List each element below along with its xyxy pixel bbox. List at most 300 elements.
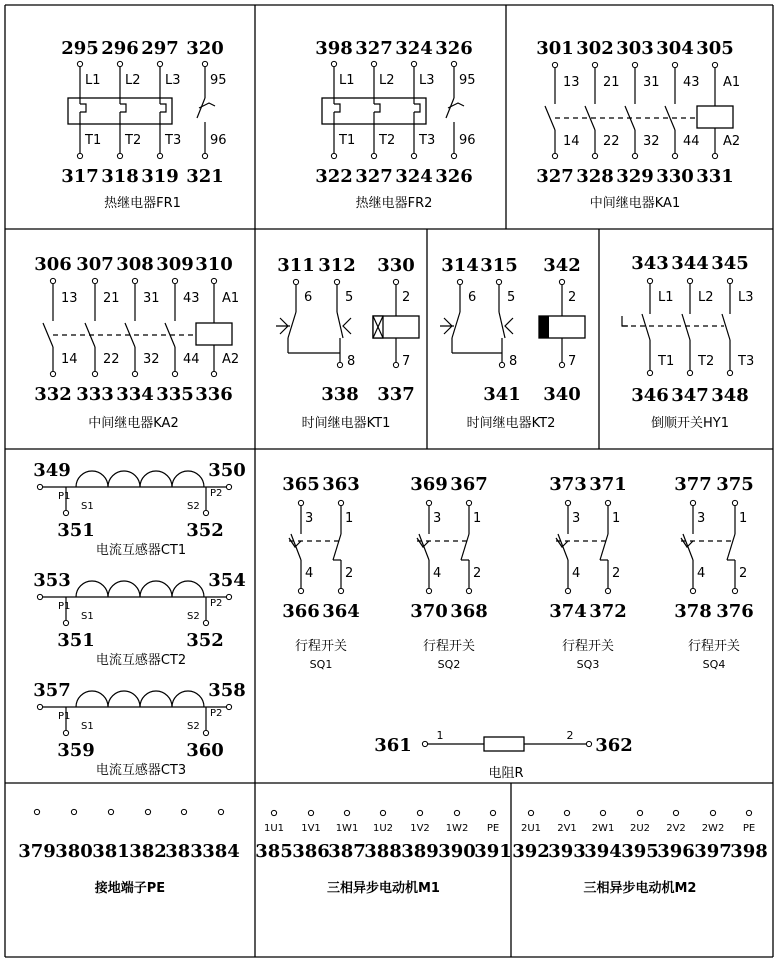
- caption-sq-id: SQ4: [702, 658, 726, 671]
- terminal-label: 1: [473, 511, 482, 526]
- terminal-screw: [687, 278, 692, 283]
- terminal-screw: [334, 279, 339, 284]
- terminal-number: 306: [34, 254, 72, 275]
- contact: [558, 534, 568, 560]
- terminal-screw: [338, 500, 343, 505]
- terminal-screw: [132, 371, 137, 376]
- terminal-label: 1U1: [263, 823, 285, 834]
- terminal-label: 2: [566, 729, 574, 742]
- terminal-screw: [92, 278, 97, 283]
- terminal-number: 303: [616, 38, 654, 59]
- terminal-number: 348: [711, 385, 749, 406]
- terminal-number: 392: [512, 841, 550, 862]
- terminal-number: 362: [595, 735, 633, 756]
- terminal-label: P2: [210, 598, 223, 609]
- terminal-screw: [732, 500, 737, 505]
- terminal-number: 333: [76, 384, 114, 405]
- terminal-label: 95: [459, 73, 476, 88]
- terminal-label: 3: [697, 511, 706, 526]
- wire: [197, 98, 205, 118]
- terminal-screw: [586, 741, 591, 746]
- terminal-label: L3: [165, 73, 181, 88]
- terminal-label: 96: [210, 133, 227, 148]
- caption-kt1: 时间继电器KT1: [301, 416, 391, 431]
- terminal-number: 350: [208, 460, 246, 481]
- terminal-number: 343: [631, 253, 669, 274]
- terminal-number: 321: [186, 166, 224, 187]
- terminal-number: 347: [671, 385, 709, 406]
- caption-ka2: 中间继电器KA2: [88, 416, 179, 431]
- terminal-screw: [422, 741, 427, 746]
- terminal-label: T3: [165, 133, 182, 148]
- terminal-screw: [710, 810, 715, 815]
- terminal-screw: [499, 362, 504, 367]
- terminal-number: 391: [474, 841, 512, 862]
- caption-resistor: 电阻R: [488, 766, 524, 781]
- terminal-label: L2: [698, 290, 714, 305]
- coil: [697, 106, 733, 128]
- terminal-number: 336: [195, 384, 233, 405]
- terminal-label: 21: [603, 75, 620, 90]
- wire: [446, 98, 454, 118]
- terminal-screw: [226, 704, 231, 709]
- terminal-screw: [672, 62, 677, 67]
- terminal-label: S1: [81, 721, 94, 732]
- terminal-screw: [181, 809, 186, 814]
- caption-ground: 接地端子PE: [94, 881, 166, 896]
- terminal-number: 376: [716, 601, 754, 622]
- contact: [337, 312, 343, 338]
- contact: [545, 106, 555, 130]
- terminal-number: 363: [322, 474, 360, 495]
- terminal-screw: [338, 588, 343, 593]
- terminal-label: P1: [58, 711, 71, 722]
- terminal-number: 345: [711, 253, 749, 274]
- terminal-screw: [647, 370, 652, 375]
- terminal-label: 1V2: [410, 823, 430, 834]
- terminal-number: 368: [450, 601, 488, 622]
- terminal-label: T2: [379, 133, 396, 148]
- terminal-label: 1U2: [372, 823, 394, 834]
- terminal-number: 380: [55, 841, 93, 862]
- caption-kt2: 时间继电器KT2: [466, 416, 556, 431]
- terminal-screw: [564, 810, 569, 815]
- terminal-number: 311: [277, 255, 315, 276]
- terminal-label: 2W1: [591, 823, 615, 834]
- terminal-number: 326: [435, 38, 473, 59]
- terminal-label: 44: [683, 134, 700, 149]
- contact: [683, 534, 693, 560]
- terminal-label: 4: [305, 566, 314, 581]
- terminal-screw: [466, 500, 471, 505]
- terminal-label: 1: [612, 511, 621, 526]
- terminal-label: T1: [339, 133, 356, 148]
- delay-mark: [276, 318, 290, 334]
- terminal-label: 6: [468, 290, 477, 305]
- terminal-label: 43: [683, 75, 700, 90]
- caption-m2: 三相异步电动机M2: [583, 881, 697, 896]
- terminal-screw: [331, 153, 336, 158]
- terminal-label: P1: [58, 491, 71, 502]
- terminal-screw: [490, 810, 495, 815]
- terminal-label: 4: [697, 566, 706, 581]
- caption-sq-id: SQ2: [437, 658, 461, 671]
- terminal-screw: [552, 62, 557, 67]
- delay-mark: [505, 318, 513, 334]
- terminal-number: 309: [156, 254, 194, 275]
- terminal-label: 4: [433, 566, 442, 581]
- terminal-screw: [108, 809, 113, 814]
- terminal-number: 342: [543, 255, 581, 276]
- terminal-label: A2: [723, 134, 741, 149]
- terminal-label: 2W2: [701, 823, 725, 834]
- terminal-label: 96: [459, 133, 476, 148]
- terminal-number: 379: [18, 841, 56, 862]
- terminal-screw: [37, 484, 42, 489]
- coil: [196, 323, 232, 345]
- operator: [622, 316, 628, 326]
- terminal-screw: [426, 500, 431, 505]
- terminal-number: 334: [116, 384, 154, 405]
- terminal-label: 2: [473, 566, 482, 581]
- terminal-screw: [308, 810, 313, 815]
- terminal-label: 1: [739, 511, 748, 526]
- terminal-number: 327: [536, 166, 574, 187]
- terminal-screw: [37, 594, 42, 599]
- terminal-number: 381: [92, 841, 130, 862]
- terminal-screw: [63, 510, 68, 515]
- contact: [642, 314, 650, 340]
- terminal-screw: [380, 810, 385, 815]
- terminal-screw: [426, 588, 431, 593]
- terminal-label: 3: [433, 511, 442, 526]
- terminal-screw: [592, 62, 597, 67]
- terminal-label: P2: [210, 708, 223, 719]
- terminal-number: 317: [61, 166, 99, 187]
- terminal-screw: [672, 153, 677, 158]
- terminal-number: 324: [395, 38, 433, 59]
- terminal-screw: [226, 484, 231, 489]
- terminal-label: 3: [305, 511, 314, 526]
- terminal-screw: [293, 279, 298, 284]
- terminal-screw: [559, 362, 564, 367]
- terminal-screw: [63, 730, 68, 735]
- terminal-screw: [411, 61, 416, 66]
- terminal-label: 1W1: [335, 823, 359, 834]
- terminal-label: 7: [402, 354, 411, 369]
- contact: [499, 312, 505, 338]
- caption-sq: 行程开关: [422, 639, 476, 654]
- terminal-screw: [451, 153, 456, 158]
- terminal-number: 305: [696, 38, 734, 59]
- terminal-number: 335: [156, 384, 194, 405]
- terminal-label: 6: [304, 290, 313, 305]
- caption-sq-id: SQ1: [309, 658, 333, 671]
- terminal-screw: [157, 61, 162, 66]
- terminal-screw: [371, 61, 376, 66]
- terminal-label: 2: [739, 566, 748, 581]
- terminal-number: 370: [410, 601, 448, 622]
- terminal-screw: [337, 362, 342, 367]
- terminal-number: 393: [548, 841, 586, 862]
- terminal-number: 378: [674, 601, 712, 622]
- terminal-number: 324: [395, 166, 433, 187]
- terminal-label: S2: [187, 721, 200, 732]
- terminal-number: 354: [208, 570, 246, 591]
- terminal-label: T3: [419, 133, 436, 148]
- terminal-number: 304: [656, 38, 694, 59]
- terminal-number: 372: [589, 601, 627, 622]
- terminal-screw: [393, 279, 398, 284]
- terminal-number: 352: [186, 630, 224, 651]
- terminal-screw: [34, 809, 39, 814]
- terminal-label: 32: [143, 352, 160, 367]
- terminal-screw: [712, 153, 717, 158]
- terminal-screw: [605, 500, 610, 505]
- terminal-number: 302: [576, 38, 614, 59]
- terminal-screw: [552, 153, 557, 158]
- terminal-label: 14: [563, 134, 580, 149]
- terminal-label: 4: [572, 566, 581, 581]
- terminal-label: 3: [572, 511, 581, 526]
- terminal-number: 367: [450, 474, 488, 495]
- terminal-screw: [451, 61, 456, 66]
- terminal-label: T2: [125, 133, 142, 148]
- terminal-screw: [746, 810, 751, 815]
- terminal-label: 13: [61, 291, 78, 306]
- terminal-number: 359: [57, 740, 95, 761]
- contact: [600, 534, 608, 560]
- terminal-number: 329: [616, 166, 654, 187]
- terminal-screw: [203, 730, 208, 735]
- terminal-number: 398: [315, 38, 353, 59]
- terminal-screw: [203, 510, 208, 515]
- terminal-label: T1: [85, 133, 102, 148]
- terminal-label: P1: [58, 601, 71, 612]
- terminal-number: 385: [255, 841, 293, 862]
- terminal-screw: [172, 371, 177, 376]
- terminal-screw: [417, 810, 422, 815]
- caption-sq-id: SQ3: [576, 658, 600, 671]
- terminal-screw: [298, 588, 303, 593]
- terminal-screw: [202, 153, 207, 158]
- terminal-label: L1: [339, 73, 355, 88]
- terminal-label: 31: [643, 75, 660, 90]
- contact: [722, 314, 730, 340]
- caption-sq: 行程开关: [294, 639, 348, 654]
- terminal-screw: [727, 370, 732, 375]
- terminal-number: 318: [101, 166, 139, 187]
- terminal-label: 8: [509, 354, 518, 369]
- terminal-screw: [92, 371, 97, 376]
- caption-sq: 行程开关: [687, 639, 741, 654]
- terminal-label: 2V2: [666, 823, 686, 834]
- terminal-label: A1: [222, 291, 240, 306]
- caption-hy1: 倒顺开关HY1: [651, 416, 729, 431]
- terminal-label: L1: [85, 73, 101, 88]
- terminal-screw: [117, 61, 122, 66]
- terminal-label: L3: [738, 290, 754, 305]
- caption-sq: 行程开关: [561, 639, 615, 654]
- contact: [43, 323, 53, 347]
- terminal-number: 397: [694, 841, 732, 862]
- terminal-label: L2: [379, 73, 395, 88]
- terminal-number: 330: [656, 166, 694, 187]
- terminal-number: 331: [696, 166, 734, 187]
- terminal-number: 297: [141, 38, 179, 59]
- terminal-label: L3: [419, 73, 435, 88]
- terminal-label: 8: [347, 354, 356, 369]
- terminal-number: 344: [671, 253, 709, 274]
- terminal-screw: [411, 153, 416, 158]
- resistor-body: [484, 737, 524, 751]
- ct-winding: [76, 691, 204, 707]
- terminal-number: 307: [76, 254, 114, 275]
- terminal-number: 326: [435, 166, 473, 187]
- terminal-label: L2: [125, 73, 141, 88]
- terminal-screw: [393, 362, 398, 367]
- terminal-label: 2: [612, 566, 621, 581]
- terminal-number: 315: [480, 255, 518, 276]
- terminal-screw: [690, 588, 695, 593]
- terminal-label: 43: [183, 291, 200, 306]
- contact: [452, 312, 460, 338]
- terminal-label: T3: [738, 354, 755, 369]
- terminal-screw: [454, 810, 459, 815]
- ct-winding: [76, 581, 204, 597]
- terminal-screw: [600, 810, 605, 815]
- terminal-screw: [71, 809, 76, 814]
- terminal-screw: [132, 278, 137, 283]
- terminal-number: 389: [401, 841, 439, 862]
- terminal-label: 7: [568, 354, 577, 369]
- terminal-label: 22: [603, 134, 620, 149]
- terminal-label: 1W2: [445, 823, 469, 834]
- contact: [333, 534, 341, 560]
- delay-mark: [343, 318, 351, 334]
- terminal-number: 322: [315, 166, 353, 187]
- terminal-screw: [637, 810, 642, 815]
- terminal-number: 384: [202, 841, 240, 862]
- terminal-screw: [559, 279, 564, 284]
- caption-fr1: 热继电器FR1: [104, 196, 181, 211]
- terminal-screw: [77, 61, 82, 66]
- terminal-screw: [632, 62, 637, 67]
- terminal-number: 377: [674, 474, 712, 495]
- terminal-screw: [298, 500, 303, 505]
- terminal-screw: [466, 588, 471, 593]
- terminal-number: 387: [328, 841, 366, 862]
- terminal-label: 5: [345, 290, 354, 305]
- terminal-screw: [690, 500, 695, 505]
- terminal-screw: [202, 61, 207, 66]
- terminal-label: 14: [61, 352, 78, 367]
- terminal-screw: [687, 370, 692, 375]
- terminal-label: T2: [698, 354, 715, 369]
- terminal-number: 320: [186, 38, 224, 59]
- terminal-label: P2: [210, 488, 223, 499]
- terminal-screw: [565, 500, 570, 505]
- terminal-label: S2: [187, 501, 200, 512]
- terminal-number: 312: [318, 255, 356, 276]
- terminal-number: 319: [141, 166, 179, 187]
- contact: [682, 314, 690, 340]
- terminal-screw: [673, 810, 678, 815]
- caption-ct: 电流互感器CT3: [95, 763, 187, 778]
- terminal-number: 330: [377, 255, 415, 276]
- terminal-screw: [496, 279, 501, 284]
- terminal-screw: [605, 588, 610, 593]
- terminal-label: 2: [568, 290, 577, 305]
- terminal-screw: [632, 153, 637, 158]
- terminal-number: 358: [208, 680, 246, 701]
- terminal-screw: [565, 588, 570, 593]
- terminal-number: 340: [543, 384, 581, 405]
- terminal-screw: [732, 588, 737, 593]
- terminal-number: 371: [589, 474, 627, 495]
- terminal-screw: [457, 279, 462, 284]
- terminal-number: 366: [282, 601, 320, 622]
- terminal-screw: [117, 153, 122, 158]
- terminal-screw: [727, 278, 732, 283]
- terminal-number: 327: [355, 38, 393, 59]
- terminal-number: 349: [33, 460, 71, 481]
- terminal-label: 2: [402, 290, 411, 305]
- terminal-screw: [50, 278, 55, 283]
- terminal-number: 360: [186, 740, 224, 761]
- delay-mark: [440, 318, 454, 334]
- terminal-label: 31: [143, 291, 160, 306]
- terminal-label: T1: [658, 354, 675, 369]
- terminal-screw: [712, 62, 717, 67]
- terminal-number: 338: [321, 384, 359, 405]
- terminal-number: 310: [195, 254, 233, 275]
- terminal-label: 1: [345, 511, 354, 526]
- terminal-label: S1: [81, 611, 94, 622]
- terminal-number: 390: [438, 841, 476, 862]
- terminal-screw: [37, 704, 42, 709]
- terminal-screw: [50, 371, 55, 376]
- terminal-label: A2: [222, 352, 240, 367]
- terminal-number: 398: [730, 841, 768, 862]
- terminal-number: 352: [186, 520, 224, 541]
- terminal-number: 365: [282, 474, 320, 495]
- terminal-number: 395: [621, 841, 659, 862]
- terminal-number: 383: [165, 841, 203, 862]
- terminal-label: A1: [723, 75, 741, 90]
- terminal-screw: [344, 810, 349, 815]
- terminal-label: 22: [103, 352, 120, 367]
- terminal-screw: [218, 809, 223, 814]
- terminal-number: 351: [57, 520, 95, 541]
- terminal-number: 369: [410, 474, 448, 495]
- terminal-number: 396: [657, 841, 695, 862]
- terminal-label: 1V1: [301, 823, 321, 834]
- terminal-number: 341: [483, 384, 521, 405]
- terminal-label: 21: [103, 291, 120, 306]
- terminal-screw: [271, 810, 276, 815]
- terminal-label: PE: [742, 823, 756, 834]
- coil-marker: [539, 316, 549, 338]
- terminal-number: 364: [322, 601, 360, 622]
- terminal-screw: [145, 809, 150, 814]
- terminal-number: 388: [364, 841, 402, 862]
- caption-fr2: 热继电器FR2: [355, 196, 433, 211]
- terminal-label: 13: [563, 75, 580, 90]
- terminal-label: 5: [507, 290, 516, 305]
- terminal-number: 375: [716, 474, 754, 495]
- terminal-screw: [371, 153, 376, 158]
